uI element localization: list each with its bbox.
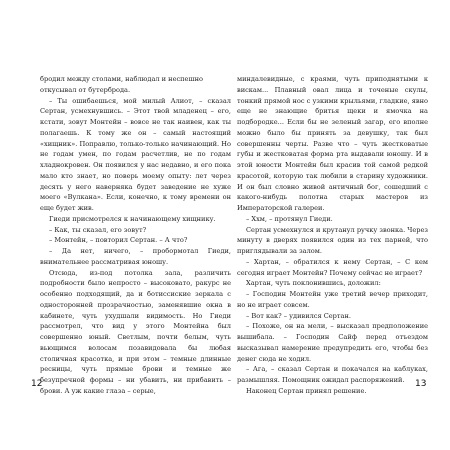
paragraph: – Господин Монтейн уже третий вечер приходит, но не играет совсем. — [237, 290, 428, 309]
paragraph: миндалевидные, с краями, чуть приподнятыми к вискам... Плавный овал лица и точеные скулы, тонкий прямой нос с узкими крыльями, гладкие, явно еще не знающие бритья щеки и ямочка на подбородке... Если бы не зеленый загар, его вполне можно было бы принять за девушку, так был совершенны черты. Разве что – чуть жестковатые губы и жестковатая форма рта выдавали юношу. И в этой юности Монтейн был красив той самой редкой красотой, которую так любили в старину художники. И он был словно живой античный бог, сошедший с какого-нибудь полотна старых мастеров из Императорской галереи. — [237, 75, 428, 212]
paragraph: Хартан, чуть поклонившись, доложил: — [246, 279, 381, 288]
paragraph: – Монтейн, – повторил Сертан. – А что? — [49, 236, 188, 245]
paragraph: – Похоже, он на мели, – высказал предположение вышибала. – Господин Сайф перед отъездом высказывал намерение предупредить его, чтобы без денег сюда не ходил. — [237, 322, 428, 363]
left-page — [40, 74, 231, 397]
paragraph: – Ага, – сказал Сертан и покачался на каблуках, размышляя. Помощник ожидал распоряжений. — [237, 365, 428, 384]
paragraph: – Вот как? – удивился Сертан. — [246, 311, 351, 320]
right-page-number: 13 — [415, 379, 427, 389]
paragraph: – Как, ты сказал, его зовут? — [49, 225, 147, 234]
paragraph: – Ххм, – протянул Гиеди. — [246, 214, 333, 223]
paragraph: – Ты ошибаешься, мой милый Алиот, – сказал Сертан, усмехнувшись. – Этот твой младенец – его, кстати, зовут Монтейн – вовсе не так наивен, как ты полагаешь. К тому же он – самый настоящий «хищник». Поправлю, только-только начинающий. Но не годам умен, по годам расчетлив, не по годам хладнокровен. Он появился у нас недавно, и его пока мало кто знает, но поверь моему опыту: лет через десять у него наверняка будет заведение не хуже моего «Вулкана». Если, конечно, к тому времени он еще будет жив. — [40, 96, 231, 212]
paragraph: бродил между столами, наблюдал и неспешно — [40, 75, 203, 83]
paragraph: – Да нет, ничего, – пробормотал Гиеди, внимательнее рассматривая юношу. — [40, 247, 231, 266]
paragraph: – Хартан, – обратился к нему Сертан, – С кем сегодня играет Монтейн? Почему сейчас не играет? — [237, 257, 428, 277]
paragraph: Наконец Сертан принял решение. — [246, 386, 367, 395]
paragraph: Отсюда, из-под потолка зала, различить подробности было непросто – высоковато, ракурс не особенно подходящий, да и ботиссиские зеркала с односторонней прозрачностью, заменявшие окна в кабинете, чуть ухудшали видимость. Но Гиеди рассмотрел, что вид у этого Монтейна был совершенно юный. Светлым, почти белым, чуть вьющимся волосам позавидовала бы любая столичная красотка, и при этом – темные длинные ресницы, чуть прямые брови и темные же безупречной формы – ни убавить, ни прибавить – брови. А уж какие глаза – серые, — [40, 268, 231, 395]
left-page-number: 12 — [31, 379, 43, 389]
right-page — [237, 74, 428, 397]
paragraph: Гиеди присмотрелся к начинающему хищнику. — [49, 214, 216, 223]
paragraph: откусывал от бутерброда. — [40, 85, 131, 94]
paragraph: Сертан усмехнулся и крутанул ручку звонка. Через минуту в дверях появился один из тех парней, что приглядывали за залом. — [237, 225, 429, 255]
